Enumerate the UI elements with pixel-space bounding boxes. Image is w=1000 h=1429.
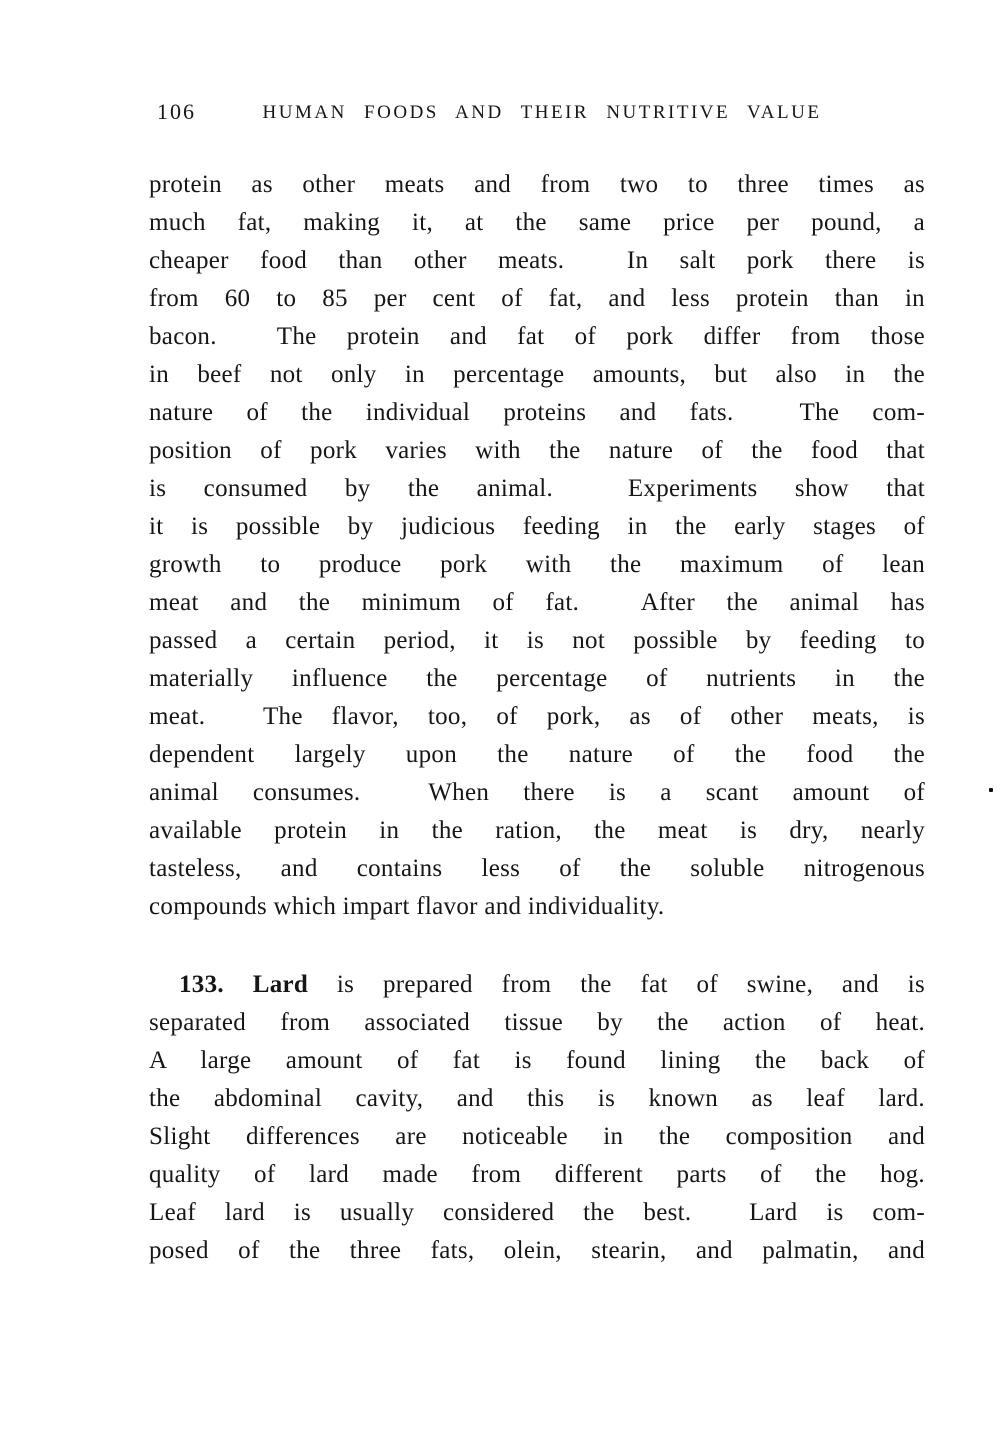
text-line: protein as other meats and from two to three times as (149, 171, 925, 198)
text-line: passed a certain period, it is not possible by feeding to (149, 627, 925, 654)
text-line: animal consumes. When there is a scant amount of (149, 779, 925, 806)
text-line: dependent largely upon the nature of the food the (149, 741, 925, 768)
text-line: from 60 to 85 per cent of fat, and less protein than in (149, 285, 925, 312)
text-line: nature of the individual proteins and fats. The com- (149, 399, 925, 426)
text-line: A large amount of fat is found lining the back of (149, 1047, 925, 1074)
paragraph (149, 966, 925, 1270)
page-number: 106 (157, 99, 196, 124)
text-line: cheaper food than other meats. In salt pork there is (149, 247, 925, 274)
ink-speck-artifact (989, 788, 993, 792)
text-block (149, 166, 925, 1270)
text-line: quality of lard made from different parts of the hog. (149, 1161, 925, 1188)
text-line: the abdominal cavity, and this is known as leaf lard. (149, 1085, 925, 1112)
text-line (149, 966, 925, 1004)
text-line: posed of the three fats, olein, stearin, and palmatin, and (149, 1237, 925, 1264)
text-line: is consumed by the animal. Experiments show that (149, 475, 925, 502)
text-line: Leaf lard is usually considered the best. Lard is com- (149, 1199, 925, 1226)
bold-lead-text: 133. Lard (179, 971, 309, 998)
book-page (149, 100, 925, 1270)
paragraph (149, 166, 925, 926)
text-line: much fat, making it, at the same price per pound, a (149, 209, 925, 236)
text-line: Slight differences are noticeable in the composition and (149, 1123, 925, 1150)
running-title: HUMAN FOODS AND THEIR NUTRITIVE VALUE (262, 102, 822, 123)
text-line: bacon. The protein and fat of pork differ from those (149, 323, 925, 350)
text-line: materially influence the percentage of nutrients in the (149, 665, 925, 692)
text-line: available protein in the ration, the meat is dry, nearly (149, 817, 925, 844)
text-line: position of pork varies with the nature of the food that (149, 437, 925, 464)
text-line: meat. The flavor, too, of pork, as of other meats, is (149, 703, 925, 730)
text-line: separated from associated tissue by the action of heat. (149, 1009, 925, 1036)
text-line: growth to produce pork with the maximum of lean (149, 551, 925, 578)
text-line: in beef not only in percentage amounts, but also in the (149, 361, 925, 388)
text-segment: is prepared from the fat of swine, and is (308, 971, 926, 998)
text-line: meat and the minimum of fat. After the animal has (149, 589, 925, 616)
text-line: it is possible by judicious feeding in the early stages of (149, 513, 925, 540)
text-line: tasteless, and contains less of the soluble nitrogenous (149, 855, 925, 882)
page-header (149, 100, 925, 126)
text-line: compounds which impart flavor and individuality. (149, 893, 665, 920)
